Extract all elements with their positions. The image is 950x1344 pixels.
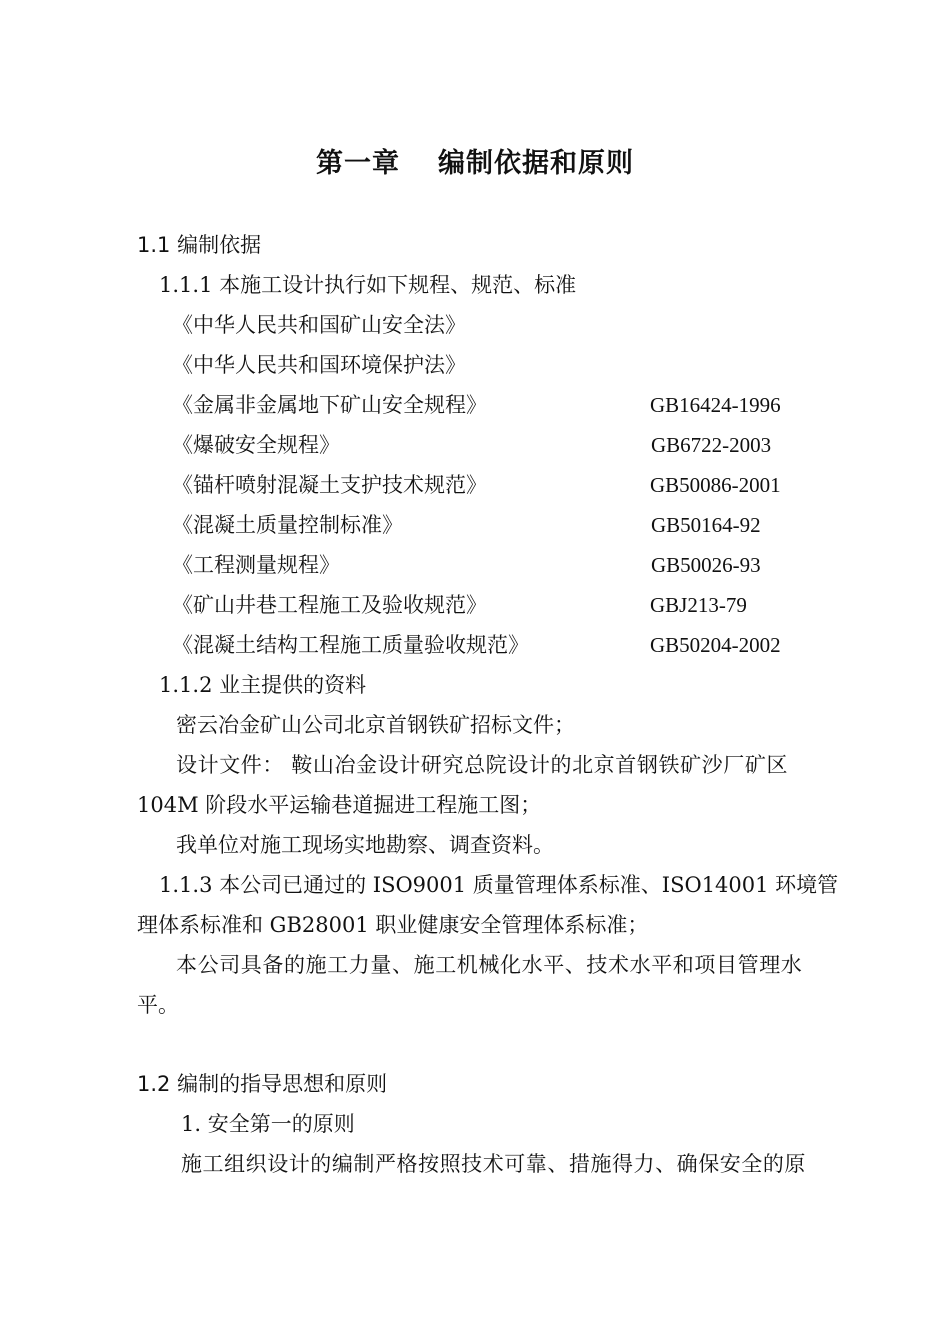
section-heading-1-2: 1.2 编制的指导思想和原则 [137, 1072, 388, 1096]
reference-title: 《金属非金属地下矿山安全规程》 [172, 393, 487, 417]
reference-code: GB50026-93 [651, 553, 761, 577]
reference-item [172, 351, 812, 379]
subsection-1-1-1: 1.1.1 本施工设计执行如下规程、规范、标准 [159, 273, 577, 297]
subsection-1-1-3-line1: 1.1.3 本公司已通过的 ISO9001 质量管理体系标准、ISO14001 环境管 [159, 873, 839, 897]
paragraph-capability-line1: 本公司具备的施工力量、施工机械化水平、技术水平和项目管理水 [176, 953, 803, 977]
reference-code: GB50086-2001 [650, 473, 781, 497]
reference-item [172, 631, 812, 659]
reference-title: 《爆破安全规程》 [172, 433, 340, 457]
reference-item [172, 471, 812, 499]
reference-code: GBJ213-79 [650, 593, 747, 617]
reference-code: GB16424-1996 [650, 393, 781, 417]
reference-item [172, 551, 812, 579]
reference-title: 《工程测量规程》 [172, 553, 340, 577]
reference-title: 《中华人民共和国矿山安全法》 [172, 313, 466, 337]
subsection-1-1-2: 1.1.2 业主提供的资料 [159, 673, 367, 697]
reference-title: 《混凝土结构工程施工质量验收规范》 [172, 633, 529, 657]
reference-item [172, 431, 812, 459]
paragraph-tender-docs: 密云冶金矿山公司北京首钢铁矿招标文件； [176, 713, 575, 737]
paragraph-design-docs-line1: 设计文件： 鞍山冶金设计研究总院设计的北京首钢铁矿沙厂矿区 [176, 753, 789, 777]
paragraph-site-survey: 我单位对施工现场实地勘察、调查资料。 [176, 833, 554, 857]
subsection-1-1-3-line2: 理体系标准和 GB28001 职业健康安全管理体系标准； [137, 913, 649, 937]
reference-item [172, 511, 812, 539]
paragraph-design-docs-line2: 104M 阶段水平运输巷道掘进工程施工图； [137, 793, 542, 817]
reference-code: GB50204-2002 [650, 633, 781, 657]
principle-item-1: 1. 安全第一的原则 [181, 1112, 355, 1136]
reference-item [172, 391, 812, 419]
reference-code: GB50164-92 [651, 513, 761, 537]
reference-title: 《矿山井巷工程施工及验收规范》 [172, 593, 487, 617]
chapter-name: 编制依据和原则 [438, 148, 634, 179]
reference-item [172, 591, 812, 619]
section-heading-1-1: 1.1 编制依据 [137, 233, 262, 257]
reference-title: 《中华人民共和国环境保护法》 [172, 353, 466, 377]
reference-title: 《锚杆喷射混凝土支护技术规范》 [172, 473, 487, 497]
reference-item [172, 311, 812, 339]
paragraph-principle-1: 施工组织设计的编制严格按照技术可靠、措施得力、确保安全的原 [181, 1152, 806, 1176]
chapter-label: 第一章 [316, 148, 400, 179]
chapter-title [0, 146, 950, 182]
reference-code: GB6722-2003 [651, 433, 772, 457]
paragraph-capability-line2: 平。 [137, 993, 179, 1017]
reference-title: 《混凝土质量控制标准》 [172, 513, 403, 537]
